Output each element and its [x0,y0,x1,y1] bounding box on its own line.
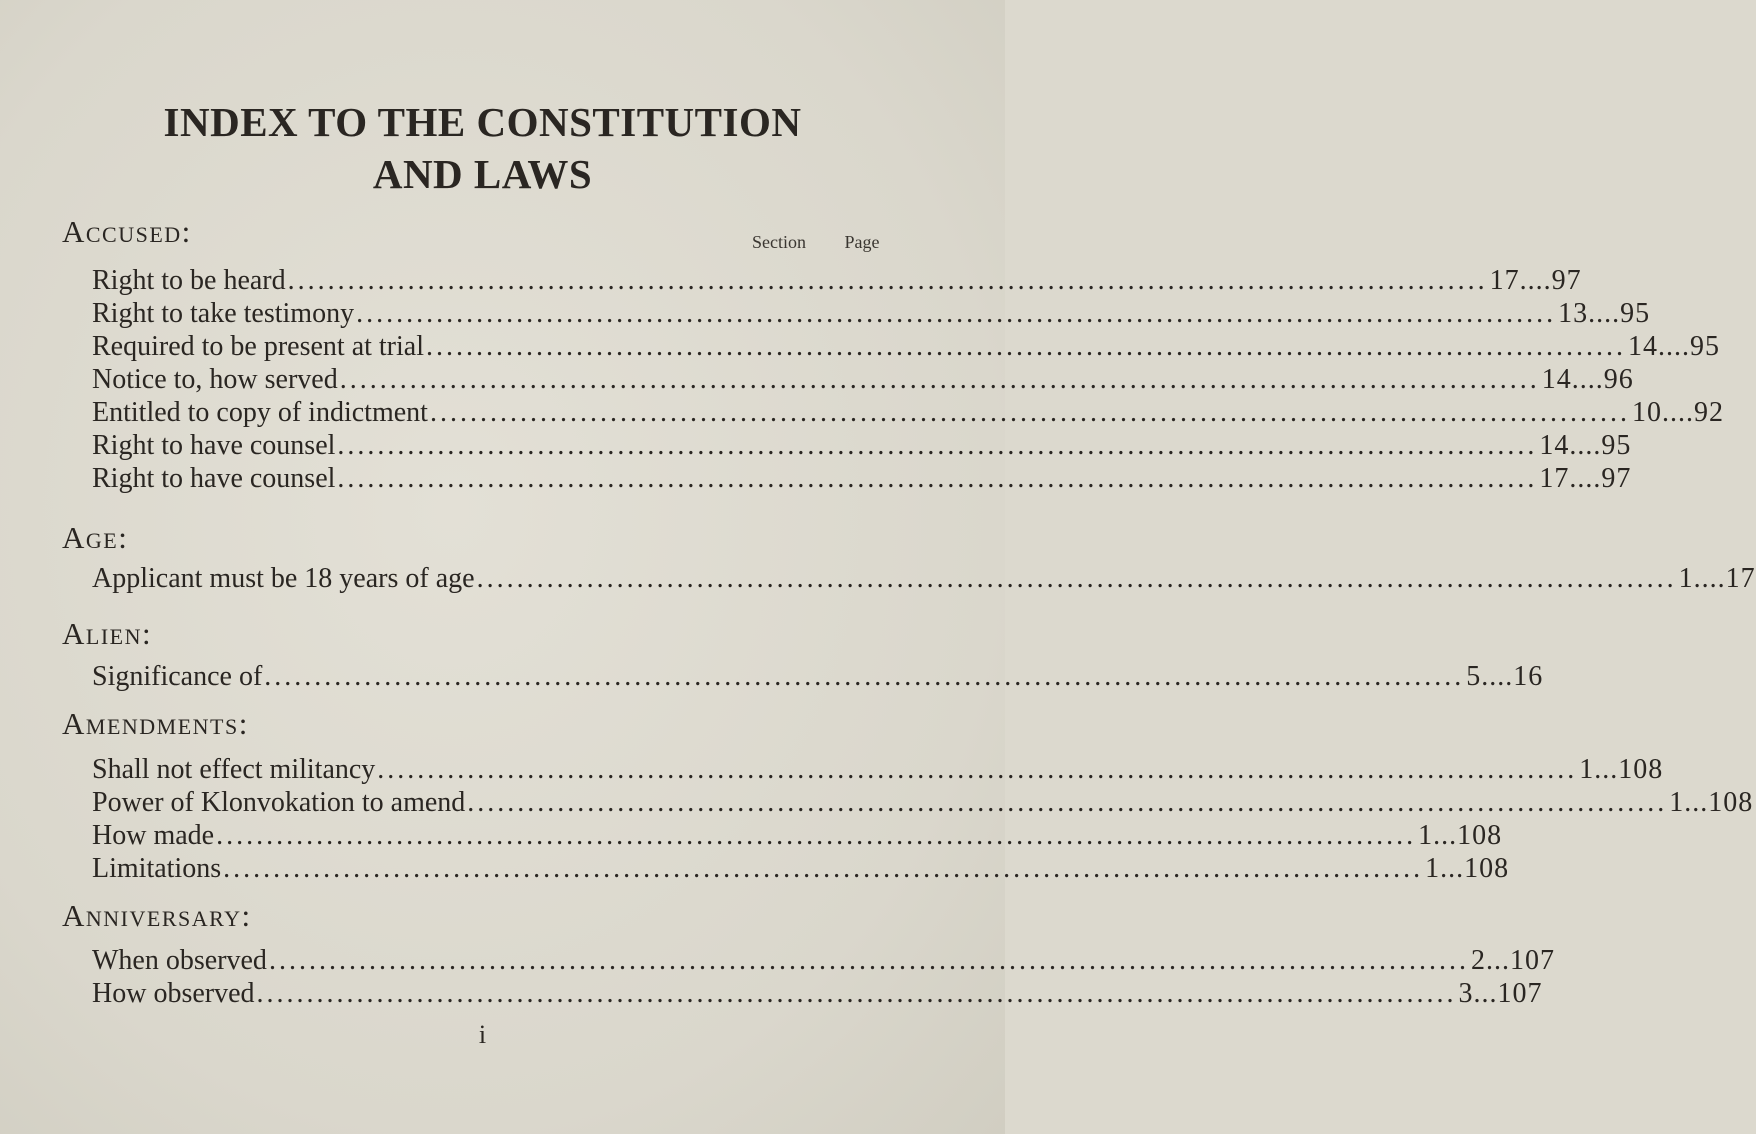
entry-page: 95 [1601,430,1632,461]
entry-separator: .... [1571,364,1604,395]
entry-separator: .... [1588,298,1621,329]
dot-leader: ........................................................................................................................ [337,430,1538,461]
entry-label: When observed [92,945,267,976]
entry-section: 1 [1425,853,1441,884]
entry-ref [1418,819,1502,852]
dot-leader: ........................................................................................................................ [339,364,1540,395]
entry-label: How observed [92,978,255,1009]
index-entry [92,819,1503,852]
index-entry [92,753,1664,786]
index-heading-alien: Alien: [62,616,153,651]
entry-label: Power of Klonvokation to amend [92,787,466,818]
entry-label: Notice to, how served [92,364,338,395]
index-entry [92,429,1632,462]
entry-separator: .... [1481,661,1514,692]
entry-section: 17 [1539,463,1570,494]
entry-page: 17 [1725,563,1756,594]
entry-ref [1558,297,1650,330]
entry-separator: ... [1485,945,1510,976]
dot-leader: ........................................................................................................................ [256,978,1457,1009]
entry-page: 95 [1620,298,1651,329]
entry-label: Required to be present at trial [92,331,424,362]
entry-label: Limitations [92,853,222,884]
entry-ref [1679,562,1756,595]
entry-section: 3 [1458,978,1474,1009]
entry-page: 16 [1513,661,1544,692]
entry-section: 10 [1631,397,1662,428]
dot-leader: ........................................................................................................................ [223,853,1424,884]
entry-section: 5 [1466,661,1482,692]
index-heading-accused: Accused: [62,214,192,249]
dot-leader: ........................................................................................................................ [429,397,1630,428]
entry-page: 108 [1708,787,1754,818]
dot-leader: ........................................................................................................................ [268,945,1469,976]
entry-section: 1 [1669,787,1685,818]
index-heading-age: Age: [62,520,129,555]
entry-label: Entitled to copy of indictment [92,397,428,428]
dot-leader: ........................................................................................................................ [216,820,1417,851]
entry-separator: .... [1569,463,1602,494]
entry-label: Applicant must be 18 years of age [92,563,475,594]
entry-ref [1539,462,1631,495]
entry-page: 107 [1509,945,1555,976]
index-entry [92,562,1756,595]
entry-page: 95 [1690,331,1720,362]
entry-separator: ... [1594,754,1619,785]
entry-section: 14 [1628,331,1658,362]
entry-separator: ... [1684,787,1709,818]
entry-separator: ... [1473,978,1498,1009]
entry-ref [1425,852,1509,885]
entry-page: 108 [1618,754,1664,785]
entry-separator: ... [1440,853,1465,884]
index-entry [92,363,1634,396]
entry-separator: .... [1658,331,1690,362]
index-entry [92,297,1651,330]
title-line-1: INDEX TO THE CONSTITUTION [163,99,802,145]
dot-leader: ........................................................................................................................ [264,661,1465,692]
entry-separator: .... [1519,265,1552,296]
entry-page: 97 [1551,265,1582,296]
entry-page: 92 [1693,397,1724,428]
dot-leader: ........................................................................................................................ [476,563,1677,594]
entry-section: 14 [1539,430,1570,461]
entry-ref [1542,363,1634,396]
dot-leader: ........................................................................................................................ [467,787,1668,818]
index-entry [92,660,1544,693]
entry-page: 96 [1603,364,1634,395]
entry-label: Right to take testimony [92,298,355,329]
index-heading-anniversary: Anniversary: [62,898,252,933]
entry-ref [1490,264,1582,297]
dot-leader: ........................................................................................................................ [337,463,1538,494]
index-entry [92,944,1555,977]
entry-ref [1632,396,1724,429]
index-entry [92,977,1543,1010]
entry-label: How made [92,820,215,851]
index-entry [92,396,1724,429]
entry-separator: .... [1661,397,1694,428]
entry-label: Shall not effect militancy [92,754,376,785]
entry-ref [1628,330,1720,363]
entry-label: Right to have counsel [92,430,336,461]
dot-leader: ........................................................................................................................ [426,331,1626,362]
entry-page: 108 [1464,853,1510,884]
entry-separator: ... [1433,820,1458,851]
entry-ref [1459,977,1543,1010]
section-column-header: Section [752,232,806,252]
page-number: i [478,1020,487,1049]
entry-section: 13 [1558,298,1589,329]
entry-ref [1579,753,1663,786]
title-line-2: AND LAWS [372,151,593,197]
entry-separator: .... [1693,563,1726,594]
page-title [0,96,965,200]
index-heading-amendments: Amendments: [62,706,249,741]
entry-ref [1466,660,1543,693]
entry-page: 108 [1457,820,1503,851]
entry-label: Right to have counsel [92,463,336,494]
column-headers [752,232,880,253]
entry-section: 1 [1579,754,1595,785]
entry-label: Significance of [92,661,263,692]
entry-ref [1669,786,1753,819]
entry-section: 17 [1489,265,1520,296]
index-entry [92,330,1720,363]
entry-section: 2 [1470,945,1486,976]
dot-leader: ........................................................................................................................ [356,298,1557,329]
entry-label: Right to be heard [92,265,286,296]
index-entry [92,852,1510,885]
entry-section: 1 [1678,563,1694,594]
entry-page: 107 [1497,978,1543,1009]
entry-section: 14 [1541,364,1572,395]
entry-ref [1471,944,1555,977]
entry-section: 1 [1418,820,1434,851]
entry-page: 97 [1601,463,1632,494]
index-entry [92,264,1582,297]
entry-ref [1539,429,1631,462]
index-entry [92,462,1632,495]
index-entry [92,786,1754,819]
page-column-header: Page [844,232,880,252]
dot-leader: ........................................................................................................................ [287,265,1488,296]
entry-separator: .... [1569,430,1602,461]
dot-leader: ........................................................................................................................ [377,754,1578,785]
